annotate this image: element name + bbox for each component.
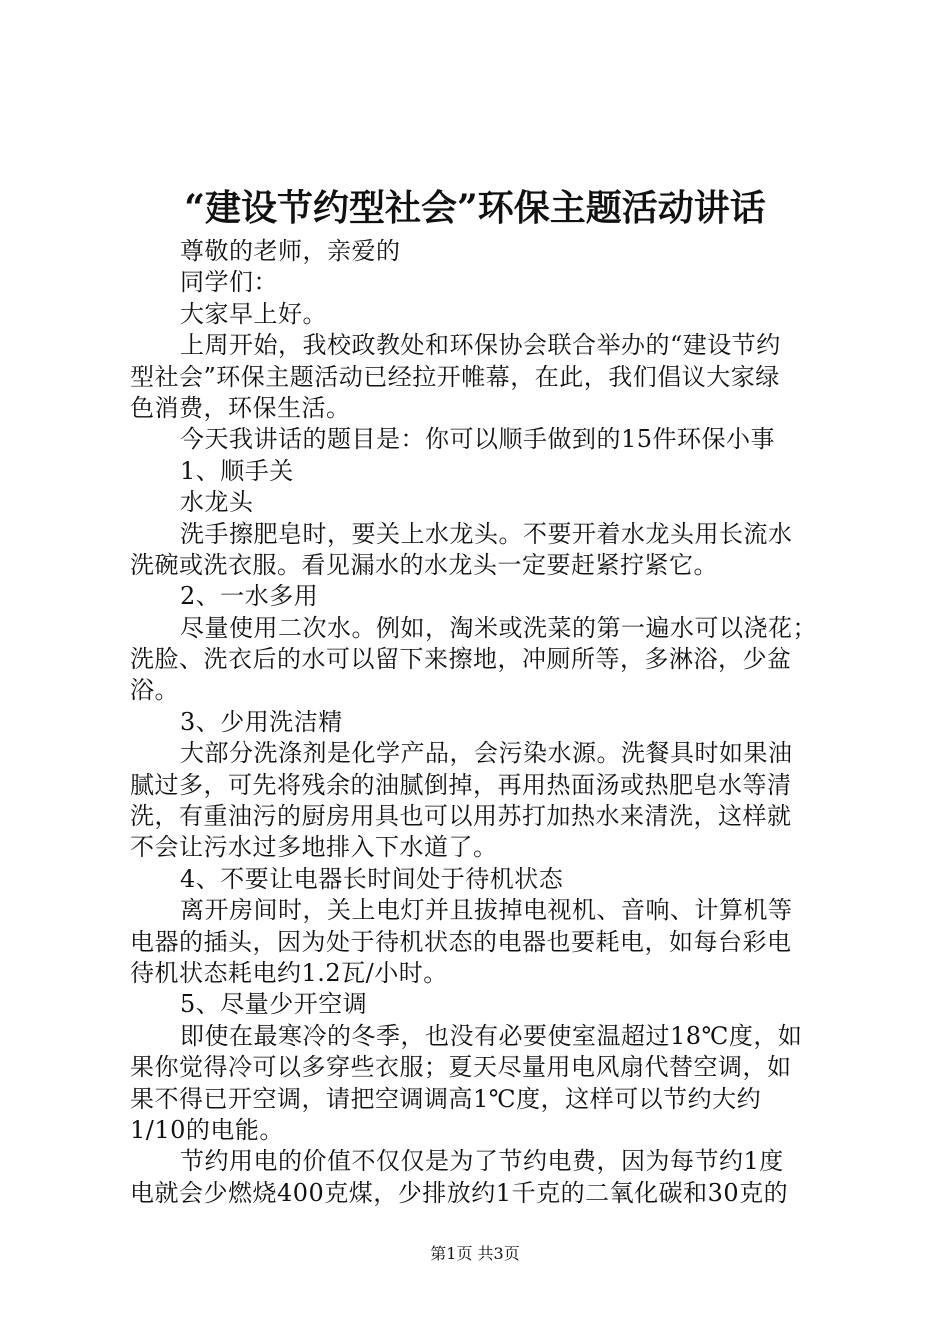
paragraph-line: 1/10的电能。	[130, 1115, 284, 1144]
paragraph-line: 果你觉得冷可以多穿些衣服；夏天尽量用电风扇代替空调，如	[130, 1053, 792, 1082]
paragraph-line: 浴。	[130, 676, 179, 705]
paragraph-line: 1、顺手关	[180, 456, 294, 485]
paragraph-line: 今天我讲话的题目是：你可以顺手做到的15件环保小事	[180, 425, 776, 454]
paragraph-line: 不会让污水过多地排入下水道了。	[130, 833, 498, 862]
paragraph-line: 离开房间时，关上电灯并且拔掉电视机、音响、计算机等	[180, 896, 793, 925]
paragraph-line: 电器的插头，因为处于待机状态的电器也要耗电，如每台彩电	[130, 927, 792, 956]
paragraph-line: 即使在最寒冷的冬季，也没有必要使室温超过18℃度，如	[180, 1021, 803, 1050]
paragraph-line: 洗碗或洗衣服。看见漏水的水龙头一定要赶紧拧紧它。	[130, 550, 718, 579]
paragraph-line: 洗手擦肥皂时，要关上水龙头。不要开着水龙头用长流水	[180, 519, 793, 548]
paragraph-line: 大部分洗涤剂是化学产品，会污染水源。洗餐具时如果油	[180, 739, 793, 768]
paragraph-line: 上周开始，我校政教处和环保协会联合举办的“建设节约	[180, 331, 781, 360]
paragraph-line: 电就会少燃烧400克煤，少排放约1千克的二氧化碳和30克的	[130, 1178, 789, 1207]
paragraph-line: 水龙头	[180, 488, 254, 517]
paragraph-line: 型社会”环保主题活动已经拉开帷幕，在此，我们倡议大家绿	[130, 362, 780, 391]
document-body	[130, 236, 830, 1209]
paragraph-line: 洗脸、洗衣后的水可以留下来擦地，冲厕所等，多淋浴，少盆	[130, 645, 792, 674]
paragraph-line: 尊敬的老师，亲爱的	[180, 237, 401, 265]
paragraph-line: 腻过多，可先将残余的油腻倒掉，再用热面汤或热肥皂水等清	[130, 770, 792, 799]
paragraph-line: 同学们：	[180, 268, 278, 297]
paragraph-line: 大家早上好。	[180, 299, 327, 328]
paragraph-line: 待机状态耗电约1.2瓦/小时。	[130, 958, 448, 987]
paragraph-line: 果不得已开空调，请把空调调高1℃度，这样可以节约大约	[130, 1084, 762, 1113]
paragraph-line: 节约用电的价值不仅仅是为了节约电费，因为每节约1度	[180, 1147, 784, 1176]
paragraph-line: 2、一水多用	[180, 582, 319, 611]
paragraph-line: 尽量使用二次水。例如，淘米或洗菜的第一遍水可以浇花；	[180, 613, 817, 642]
paragraph-line: 4、不要让电器长时间处于待机状态	[180, 864, 564, 893]
page-title: “建设节约型社会”环保主题活动讲话	[184, 187, 766, 229]
paragraph-line: 洗，有重油污的厨房用具也可以用苏打加热水来清洗，这样就	[130, 802, 792, 831]
paragraph-line: 色消费，环保生活。	[130, 393, 351, 422]
page-footer: 第1页 共3页	[430, 1244, 520, 1263]
paragraph-line: 5、尽量少开空调	[180, 990, 368, 1019]
paragraph-line: 3、少用洗洁精	[180, 707, 343, 736]
